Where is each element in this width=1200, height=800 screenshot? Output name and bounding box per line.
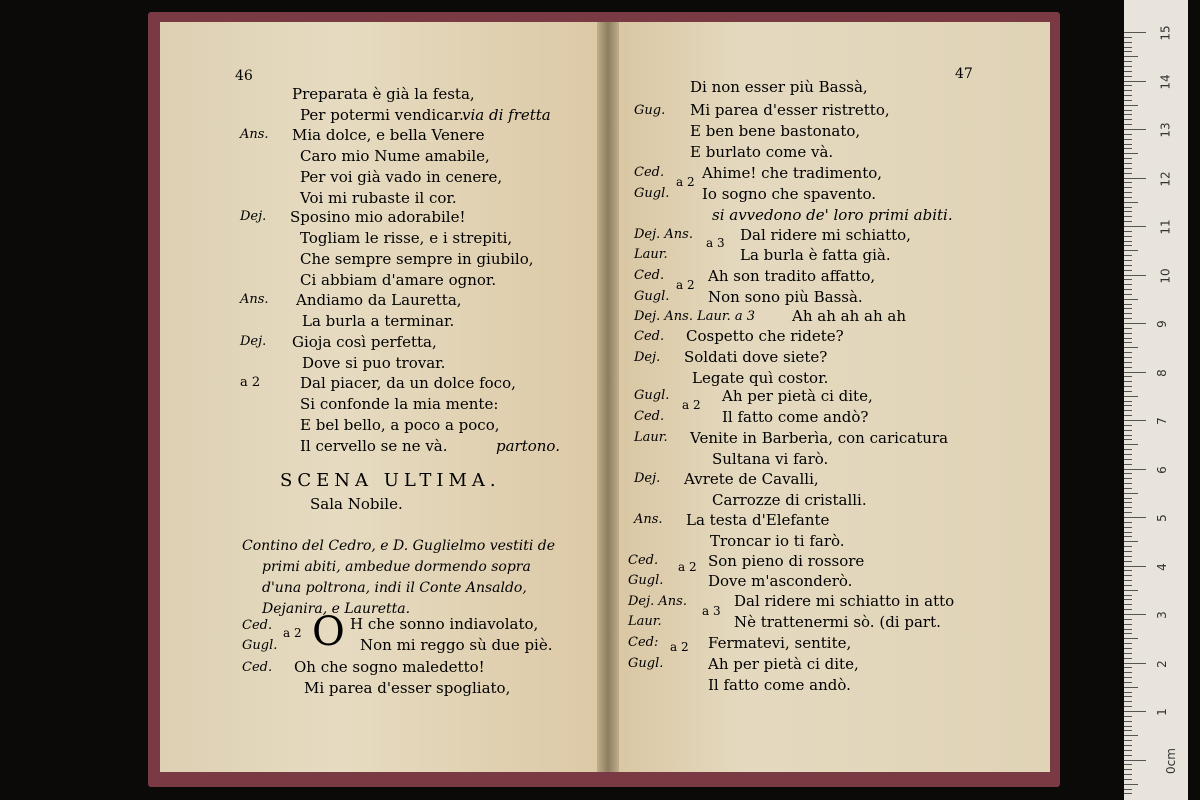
ruler-tick	[1124, 493, 1138, 494]
ruler-tick	[1124, 575, 1132, 576]
speaker-label: Ans.	[240, 127, 269, 142]
ruler-tick	[1124, 95, 1132, 96]
ruler-number: 11	[1158, 219, 1173, 235]
ruler-tick	[1124, 163, 1132, 164]
ruler-tick	[1124, 595, 1132, 596]
ruler-tick	[1124, 469, 1146, 470]
verse-line: Preparata è già la festa,	[292, 85, 475, 103]
speaker-label: Ans.	[634, 512, 663, 527]
ruler-tick	[1124, 236, 1132, 237]
ruler-tick	[1124, 435, 1132, 436]
ruler-tick	[1124, 207, 1132, 208]
ruler-number: 10	[1158, 267, 1173, 284]
ruler-tick	[1124, 784, 1138, 785]
ruler-tick	[1124, 696, 1132, 697]
ruler-tick	[1124, 701, 1132, 702]
verse-line: Si confonde la mia mente:	[300, 395, 499, 413]
ruler-tick	[1124, 372, 1146, 373]
ruler-tick	[1124, 299, 1138, 300]
ruler-tick	[1124, 347, 1138, 348]
ruler-tick	[1124, 439, 1132, 440]
verse-line: Dove si puo trovar.	[302, 354, 446, 372]
ruler-tick	[1124, 789, 1132, 790]
verse-line: Troncar io ti farò.	[710, 532, 845, 550]
ruler-tick	[1124, 570, 1132, 571]
ruler-tick	[1124, 178, 1146, 179]
ruler-tick	[1124, 304, 1132, 305]
speaker-label: Ced.	[628, 553, 659, 568]
ruler-tick	[1124, 211, 1132, 212]
a2-marker: a 2	[676, 175, 695, 189]
ruler-tick	[1124, 551, 1132, 552]
ruler-number: 2	[1154, 659, 1169, 668]
ruler-tick	[1124, 667, 1132, 668]
ruler-tick	[1124, 333, 1132, 334]
ruler-tick	[1124, 755, 1132, 756]
speaker-label: Ced.	[634, 409, 665, 424]
ruler-tick	[1124, 711, 1146, 712]
speaker-label: Ced.	[634, 165, 665, 180]
verse-line: Per potermi vendicar.	[300, 106, 464, 124]
verse-line: H che sonno indiavolato,	[350, 615, 539, 633]
ruler-number: 6	[1154, 465, 1169, 474]
ruler-tick	[1124, 653, 1132, 654]
ruler-tick	[1124, 71, 1132, 72]
ruler-tick	[1124, 197, 1132, 198]
verse-line: Mia dolce, e bella Venere	[292, 126, 485, 144]
speaker-label: Gugl.	[634, 186, 670, 201]
ruler-number: 12	[1158, 170, 1173, 187]
verse-line: Non mi reggo sù due piè.	[360, 636, 553, 654]
verse-line: Il fatto come andò.	[708, 676, 851, 694]
ruler-tick	[1124, 561, 1132, 562]
ruler-tick	[1124, 202, 1138, 203]
ruler-tick	[1124, 338, 1132, 339]
verse-line: Togliam le risse, e i strepiti,	[300, 229, 513, 247]
ruler-tick	[1124, 386, 1132, 387]
ruler-tick	[1124, 32, 1146, 33]
ruler-number: 1	[1154, 708, 1169, 716]
verse-line: Il cervello se ne và.	[300, 437, 448, 455]
speaker-label: Dej.	[634, 350, 661, 365]
ruler-number: 14	[1158, 73, 1173, 90]
stage-direction: Contino del Cedro, e D. Guglielmo vestiti de	[242, 538, 555, 554]
verse-line: E ben bene bastonato,	[690, 122, 861, 140]
speaker-label: Ced.	[242, 618, 273, 633]
verse-line: Oh che sogno maledetto!	[294, 658, 485, 676]
verse-line: Ci abbiam d'amare ognor.	[300, 271, 497, 289]
ruler-tick	[1124, 498, 1132, 499]
verse-line: Ah ah ah ah ah	[792, 307, 906, 325]
verse-line: Sposino mio adorabile!	[290, 208, 466, 226]
ruler-tick	[1124, 124, 1132, 125]
ruler-tick	[1124, 764, 1132, 765]
ruler-number: 15	[1158, 25, 1173, 41]
book-gutter	[597, 22, 619, 772]
ruler-tick	[1124, 512, 1132, 513]
ruler-tick	[1124, 114, 1132, 115]
ruler-tick	[1124, 76, 1132, 77]
ruler-tick	[1124, 721, 1132, 722]
ruler-tick	[1124, 323, 1146, 324]
verse-line: Carrozze di cristalli.	[712, 491, 867, 509]
verse-line: Mi parea d'esser spogliato,	[304, 679, 511, 697]
ruler-tick	[1124, 541, 1138, 542]
speaker-label: Gug.	[634, 103, 666, 118]
ruler-tick	[1124, 658, 1132, 659]
ruler-tick	[1124, 275, 1146, 276]
ruler-tick	[1124, 250, 1138, 251]
speaker-label: Ans.	[240, 292, 269, 307]
ruler-tick	[1124, 556, 1132, 557]
speaker-label: Gugl.	[634, 388, 670, 403]
ruler-tick	[1124, 692, 1132, 693]
ruler-tick	[1124, 260, 1132, 261]
ruler-tick	[1124, 464, 1132, 465]
a2-marker: a 2	[240, 375, 261, 390]
ruler-tick	[1124, 663, 1146, 664]
ruler-tick	[1124, 231, 1132, 232]
verse-line: Dal piacer, da un dolce foco,	[300, 374, 516, 392]
ruler-tick	[1124, 507, 1132, 508]
verse-line: Per voi già vado in cenere,	[300, 168, 503, 186]
ruler-number: 7	[1154, 417, 1169, 425]
ruler-tick	[1124, 522, 1132, 523]
verse-line: Nè trattenermi sò. (di part.	[734, 613, 941, 631]
ruler-tick	[1124, 483, 1132, 484]
a2-marker: a 2	[283, 626, 302, 640]
ruler-tick	[1124, 405, 1132, 406]
verse-line: Ah per pietà ci dite,	[722, 387, 873, 405]
ruler-tick	[1124, 396, 1138, 397]
ruler-tick	[1124, 682, 1132, 683]
verse-line: La testa d'Elefante	[686, 511, 830, 529]
stage-direction: d'una poltrona, indi il Conte Ansaldo,	[262, 580, 527, 596]
page-number: 47	[955, 66, 973, 82]
scene-title: SCENA ULTIMA.	[280, 470, 501, 491]
ruler-number: 9	[1154, 320, 1169, 328]
stage-direction: via di fretta	[462, 106, 551, 124]
ruler-tick	[1124, 769, 1132, 770]
verse-line: E bel bello, a poco a poco,	[300, 416, 500, 434]
ruler-tick	[1124, 158, 1132, 159]
ruler-tick	[1124, 420, 1146, 421]
verse-line: Dal ridere mi schiatto in atto	[734, 592, 955, 610]
ruler-tick	[1124, 604, 1132, 605]
ruler-tick	[1124, 566, 1146, 567]
ruler-tick	[1124, 478, 1132, 479]
ruler-number: 4	[1154, 562, 1169, 571]
ruler-tick	[1124, 590, 1138, 591]
ruler-tick	[1124, 740, 1132, 741]
speaker-label: Laur.	[634, 247, 668, 262]
ruler-tick	[1124, 449, 1132, 450]
speaker-label: Laur.	[634, 430, 668, 445]
speaker-label: Ced.	[634, 329, 665, 344]
speaker-label: Ced.	[634, 268, 665, 283]
ruler-tick	[1124, 318, 1132, 319]
a3-marker: a 3	[706, 236, 725, 250]
verse-line: Ah son tradito affatto,	[708, 267, 876, 285]
drop-cap: O	[312, 609, 345, 655]
ruler-tick	[1124, 342, 1132, 343]
ruler-tick	[1124, 760, 1146, 761]
ruler-tick	[1124, 51, 1132, 52]
ruler-tick	[1124, 546, 1132, 547]
verse-line: La burla è fatta già.	[740, 246, 891, 264]
a2-marker: a 2	[678, 560, 697, 574]
verse-line: Ah per pietà ci dite,	[708, 655, 859, 673]
speaker-label: Ced.	[242, 660, 273, 675]
a3-marker: a 3	[702, 604, 721, 618]
ruler-tick	[1124, 410, 1132, 411]
ruler-number: 13	[1158, 122, 1173, 138]
ruler-tick	[1124, 459, 1132, 460]
ruler-tick	[1124, 687, 1138, 688]
ruler-tick	[1124, 381, 1132, 382]
ruler-number: 8	[1154, 368, 1169, 377]
ruler-tick	[1124, 352, 1132, 353]
a2-marker: a 2	[670, 640, 689, 654]
ruler-tick	[1124, 56, 1138, 57]
ruler-tick	[1124, 706, 1132, 707]
ruler-tick	[1124, 100, 1132, 101]
verse-line: Che sempre sempre in giubilo,	[300, 250, 534, 268]
verse-line: Caro mio Nume amabile,	[300, 147, 490, 165]
ruler-tick	[1124, 182, 1132, 183]
ruler-tick	[1124, 144, 1132, 145]
ruler-tick	[1124, 726, 1132, 727]
ruler-tick	[1124, 265, 1132, 266]
ruler-tick	[1124, 745, 1132, 746]
ruler-tick	[1124, 444, 1138, 445]
ruler-tick	[1124, 633, 1132, 634]
ruler-tick	[1124, 517, 1146, 518]
ruler-tick	[1124, 110, 1132, 111]
ruler-tick	[1124, 502, 1132, 503]
ruler-tick	[1124, 245, 1132, 246]
ruler-tick	[1124, 105, 1138, 106]
ruler-tick	[1124, 716, 1132, 717]
ruler-tick	[1124, 536, 1132, 537]
speaker-label: Dej. Ans. Laur. a 3	[634, 309, 756, 324]
ruler-tick	[1124, 629, 1132, 630]
ruler-tick	[1124, 672, 1132, 673]
ruler-tick	[1124, 527, 1132, 528]
ruler-tick	[1124, 677, 1132, 678]
ruler-tick	[1124, 357, 1132, 358]
speaker-label: Gugl.	[634, 289, 670, 304]
verse-line: Legate quì costor.	[692, 369, 829, 387]
ruler-tick	[1124, 585, 1132, 586]
ruler-tick	[1124, 66, 1132, 67]
speaker-label: Dej. Ans.	[634, 227, 693, 242]
ruler-tick	[1124, 241, 1132, 242]
ruler-tick	[1124, 391, 1132, 392]
page-number: 46	[235, 68, 253, 84]
ruler-tick	[1124, 139, 1132, 140]
ruler-tick	[1124, 289, 1132, 290]
ruler-tick	[1124, 779, 1132, 780]
ruler-tick	[1124, 279, 1132, 280]
verse-line: Gioja così perfetta,	[292, 333, 437, 351]
ruler-tick	[1124, 430, 1132, 431]
scene-subtitle: Sala Nobile.	[310, 495, 403, 513]
ruler-tick	[1124, 129, 1146, 130]
ruler-tick	[1124, 415, 1132, 416]
ruler-tick	[1124, 284, 1132, 285]
a2-marker: a 2	[682, 398, 701, 412]
verse-line: Dal ridere mi schiatto,	[740, 226, 911, 244]
ruler-number: 5	[1154, 514, 1169, 522]
ruler-tick	[1124, 730, 1132, 731]
ruler-tick	[1124, 580, 1132, 581]
speaker-label: Ced:	[628, 635, 659, 650]
verse-line: Soldati dove siete?	[684, 348, 828, 366]
ruler-tick	[1124, 308, 1132, 309]
a2-marker: a 2	[676, 278, 695, 292]
verse-line: La burla a terminar.	[302, 312, 455, 330]
ruler-tick	[1124, 648, 1132, 649]
ruler-tick	[1124, 376, 1132, 377]
ruler-tick	[1124, 37, 1132, 38]
ruler-tick	[1124, 47, 1132, 48]
ruler-tick	[1124, 90, 1132, 91]
speaker-label: Dej.	[634, 471, 661, 486]
ruler-tick	[1124, 614, 1146, 615]
speaker-label: Dej.	[240, 334, 267, 349]
ruler-tick	[1124, 187, 1132, 188]
speaker-label: Gugl.	[628, 656, 664, 671]
ruler-tick	[1124, 216, 1132, 217]
ruler-tick	[1124, 425, 1132, 426]
ruler-tick	[1124, 793, 1132, 794]
ruler-tick	[1124, 401, 1132, 402]
ruler-tick	[1124, 148, 1132, 149]
stage-direction: partono.	[496, 437, 560, 455]
ruler-tick	[1124, 192, 1132, 193]
verse-line: E burlato come và.	[690, 143, 834, 161]
verse-line: Di non esser più Bassà,	[690, 78, 868, 96]
verse-line: Io sogno che spavento.	[702, 185, 877, 203]
ruler-tick	[1124, 750, 1132, 751]
ruler-tick	[1124, 221, 1132, 222]
ruler-tick	[1124, 624, 1132, 625]
ruler-tick	[1124, 362, 1132, 363]
ruler-tick	[1124, 454, 1132, 455]
ruler-tick	[1124, 168, 1132, 169]
stage-direction: si avvedono de' loro primi abiti.	[712, 206, 953, 224]
ruler-tick	[1124, 42, 1132, 43]
verse-line: Ahime! che tradimento,	[702, 164, 883, 182]
ruler-tick	[1124, 619, 1132, 620]
ruler-tick	[1124, 134, 1132, 135]
ruler-tick	[1124, 173, 1132, 174]
ruler-tick	[1124, 255, 1132, 256]
stage-direction: Dejanira, e Lauretta.	[262, 601, 411, 617]
ruler-tick	[1124, 270, 1132, 271]
speaker-label: Dej. Ans.	[628, 594, 687, 609]
verse-line: Il fatto come andò?	[722, 408, 869, 426]
ruler-tick	[1124, 61, 1132, 62]
ruler-tick	[1124, 226, 1146, 227]
speaker-label: Gugl.	[628, 573, 664, 588]
ruler-tick	[1124, 599, 1132, 600]
verse-line: Venite in Barberìa, con caricatura	[690, 429, 949, 447]
ruler-tick	[1124, 643, 1132, 644]
verse-line: Avrete de Cavalli,	[684, 470, 819, 488]
verse-line: Andiamo da Lauretta,	[296, 291, 462, 309]
ruler-tick	[1124, 119, 1132, 120]
ruler-tick	[1124, 294, 1132, 295]
ruler-tick	[1124, 85, 1132, 86]
verse-line: Son pieno di rossore	[708, 552, 865, 570]
ruler-tick	[1124, 735, 1138, 736]
ruler-number: 0cm	[1163, 747, 1178, 774]
ruler-tick	[1124, 532, 1132, 533]
verse-line: Voi mi rubaste il cor.	[300, 189, 457, 207]
ruler-tick	[1124, 313, 1132, 314]
ruler-tick	[1124, 153, 1138, 154]
verse-line: Mi parea d'esser ristretto,	[690, 101, 890, 119]
ruler-number: 3	[1154, 611, 1169, 619]
ruler-tick	[1124, 609, 1132, 610]
speaker-label: Gugl.	[242, 638, 278, 653]
verse-line: Sultana vi farò.	[712, 450, 829, 468]
ruler-tick	[1124, 473, 1132, 474]
ruler-tick	[1124, 81, 1146, 82]
ruler-tick	[1124, 638, 1138, 639]
verse-line: Fermatevi, sentite,	[708, 634, 852, 652]
verse-line: Non sono più Bassà.	[708, 288, 863, 306]
verse-line: Dove m'asconderò.	[708, 572, 853, 590]
ruler-tick	[1124, 328, 1132, 329]
verse-line: Cospetto che ridete?	[686, 327, 844, 345]
stage-direction: primi abiti, ambedue dormendo sopra	[262, 559, 531, 575]
speaker-label: Dej.	[240, 209, 267, 224]
ruler-tick	[1124, 488, 1132, 489]
measurement-ruler	[1124, 0, 1188, 800]
ruler-tick	[1124, 774, 1132, 775]
speaker-label: Laur.	[628, 614, 662, 629]
ruler-tick	[1124, 367, 1132, 368]
